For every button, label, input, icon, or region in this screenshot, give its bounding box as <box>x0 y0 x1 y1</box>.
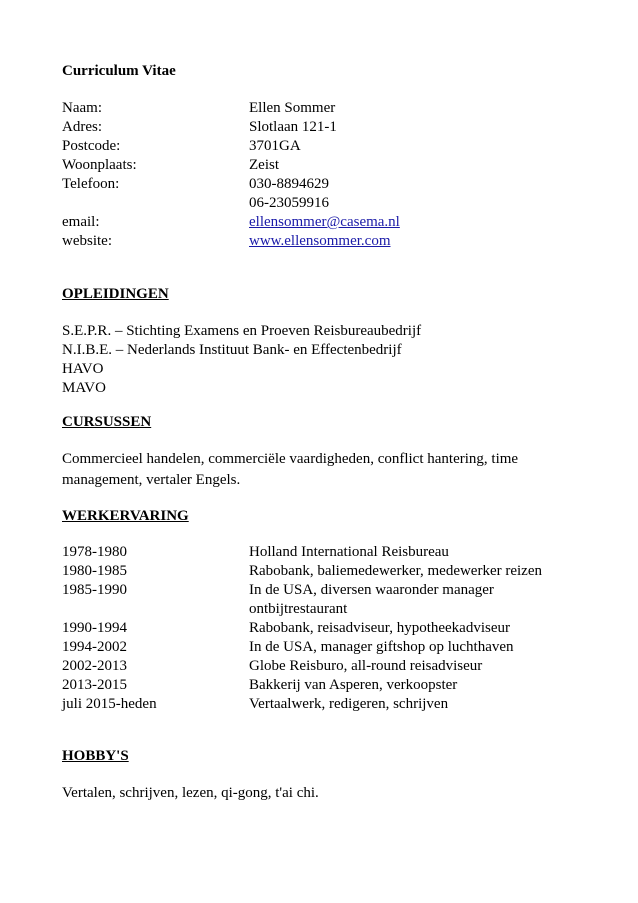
work-period: 1980-1985 <box>62 563 127 579</box>
opleidingen-list <box>62 322 421 398</box>
work-period: 2002-2013 <box>62 658 127 674</box>
opleiding-item: S.E.P.R. – Stichting Examens en Proeven Reisbureaubedrijf <box>62 323 422 339</box>
work-desc: Bakkerij van Asperen, verkoopster <box>249 677 458 693</box>
value-address: Slotlaan 121-1 <box>249 119 337 135</box>
heading-cursussen: CURSUSSEN <box>62 414 152 430</box>
label-phone: Telefoon: <box>62 176 120 192</box>
website-link[interactable]: www.ellensommer.com <box>249 233 391 249</box>
value-phone: 030-8894629 <box>249 176 329 192</box>
label-address: Adres: <box>62 119 102 135</box>
work-desc: In de USA, diversen waaronder manager <box>249 582 494 598</box>
work-period: 1990-1994 <box>62 620 127 636</box>
work-period: juli 2015-heden <box>62 696 157 712</box>
work-period: 1985-1990 <box>62 582 127 598</box>
page-title: Curriculum Vitae <box>62 63 176 79</box>
work-period: 1994-2002 <box>62 639 127 655</box>
work-period: 1978-1980 <box>62 544 127 560</box>
heading-hobbys: HOBBY'S <box>62 748 129 764</box>
work-desc: Globe Reisburo, all-round reisadviseur <box>249 658 483 674</box>
opleiding-item: N.I.B.E. – Nederlands Instituut Bank- en Effectenbedrijf <box>62 342 402 358</box>
heading-opleidingen: OPLEIDINGEN <box>62 286 169 302</box>
heading-werkervaring: WERKERVARING <box>62 508 189 524</box>
label-postcode: Postcode: <box>62 138 121 154</box>
work-desc: In de USA, manager giftshop op luchthaven <box>249 639 514 655</box>
opleiding-item: HAVO <box>62 361 104 377</box>
label-website: website: <box>62 233 112 249</box>
email-link[interactable]: ellensommer@casema.nl <box>249 214 400 230</box>
label-name: Naam: <box>62 100 102 116</box>
work-desc: Holland International Reisbureau <box>249 544 449 560</box>
work-desc: Rabobank, reisadviseur, hypotheekadviseur <box>249 620 510 636</box>
label-email: email: <box>62 214 100 230</box>
work-desc: Rabobank, baliemedewerker, medewerker reizen <box>249 563 542 579</box>
value-name: Ellen Sommer <box>249 100 336 116</box>
label-city: Woonplaats: <box>62 157 137 173</box>
value-postcode: 3701GA <box>249 138 301 154</box>
value-city: Zeist <box>249 157 279 173</box>
work-desc: Vertaalwerk, redigeren, schrijven <box>249 696 449 712</box>
cursussen-text: Commercieel handelen, commerciële vaardigheden, conflict hantering, time management, vertaler Engels. <box>62 451 519 488</box>
hobbys-text: Vertalen, schrijven, lezen, qi-gong, t'ai chi. <box>62 785 319 801</box>
value-mobile: 06-23059916 <box>249 195 329 211</box>
work-period: 2013-2015 <box>62 677 127 693</box>
work-desc: ontbijtrestaurant <box>249 601 348 617</box>
opleiding-item: MAVO <box>62 380 106 396</box>
